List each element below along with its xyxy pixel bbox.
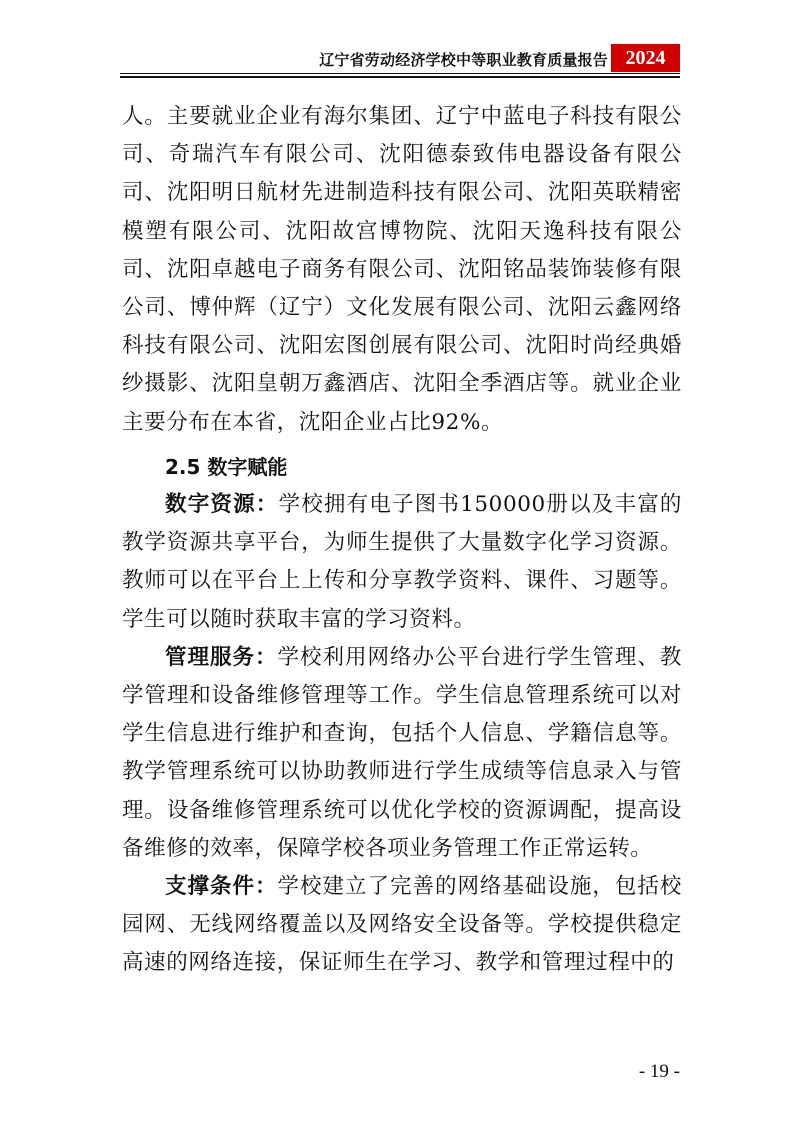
support-conditions-text: 学校建立了完善的网络基础设施，包括校园网、无线网络覆盖以及网络安全设备等。学校提供稳定高速的网络连接，保证师生在学习、教学和管理过程中的	[122, 874, 682, 976]
section-heading: 2.5 数字赋能	[165, 454, 288, 479]
header-rule-thick	[120, 76, 680, 78]
management-services-text: 学校利用网络办公平台进行学生管理、教学管理和设备维修管理等工作。学生信息管理系统可以对学生信息进行维护和查询，包括个人信息、学籍信息等。教学管理系统可以协助教师进行学生成绩等信息录入与管理。设备维修管理系统可以优化学校的资源调配，提高设备维修的效率，保障学校各项业务管理工作正常运转。	[122, 644, 682, 861]
digital-resources-text: 学校拥有电子图书150000册以及丰富的教学资源共享平台，为师生提供了大量数字化学习资源。教师可以在平台上上传和分享教学资料、课件、习题等。学生可以随时获取丰富的学习资料。	[122, 492, 682, 632]
support-conditions-lead: 支撑条件：	[165, 874, 278, 900]
report-title: 辽宁省劳动经济学校中等职业教育质量报告	[319, 51, 608, 69]
page-body	[122, 98, 682, 983]
employment-paragraph: 人。主要就业企业有海尔集团、辽宁中蓝电子科技有限公司、奇瑞汽车有限公司、沈阳德泰致伟电器设备有限公司、沈阳明日航材先进制造科技有限公司、沈阳英联精密模塑有限公司、沈阳故宫博物院、沈阳天逸科技有限公司、沈阳卓越电子商务有限公司、沈阳铭品装饰装修有限公司、博仲辉（辽宁）文化发展有限公司、沈阳云鑫网络科技有限公司、沈阳宏图创展有限公司、沈阳时尚经典婚纱摄影、沈阳皇朝万鑫酒店、沈阳全季酒店等。就业企业主要分布在本省，沈阳企业占比92%。	[122, 104, 682, 435]
page-header	[0, 0, 800, 80]
digital-resources-lead: 数字资源：	[165, 492, 279, 518]
year-badge: 2024	[611, 44, 680, 72]
support-conditions-paragraph	[122, 868, 682, 983]
management-services-paragraph	[122, 639, 682, 868]
digital-resources-paragraph	[122, 486, 682, 639]
management-services-lead: 管理服务：	[165, 644, 278, 670]
page-number: - 19 -	[638, 1061, 680, 1082]
header-rule-thin	[120, 73, 680, 74]
